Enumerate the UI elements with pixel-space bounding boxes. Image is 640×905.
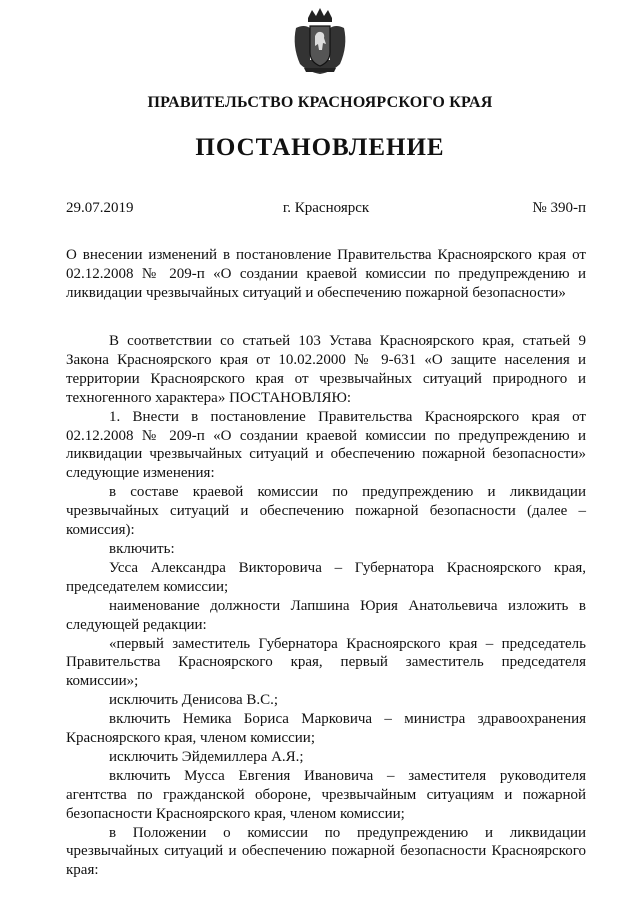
document-subject: О внесении изменений в постановление Правительства Красноярского края от 02.12.2008 № 209-п «О создании краевой комиссии по предупреждению и ликвидации чрезвычайных ситуаций и обеспечению пожарной безопасности» [66, 247, 586, 301]
paragraph: наименование должности Лапшина Юрия Анатольевича изложить в следующей редакции: [66, 597, 586, 633]
document-date: 29.07.2019 [66, 200, 134, 216]
paragraph: включить: [109, 540, 175, 557]
organization-name: ПРАВИТЕЛЬСТВО КРАСНОЯРСКОГО КРАЯ [147, 94, 493, 111]
document-city: г. Красноярск [282, 200, 370, 216]
document-body [66, 332, 586, 880]
document-type: ПОСТАНОВЛЕНИЕ [195, 134, 445, 161]
paragraph: Усса Александра Викторовича – Губернатора Красноярского края, председателем комиссии; [66, 559, 586, 595]
paragraph: в Положении о комиссии по предупреждению и ликвидации чрезвычайных ситуаций и обеспечению пожарной безопасности Красноярского края: [66, 824, 586, 879]
paragraph: в составе краевой комиссии по предупреждению и ликвидации чрезвычайных ситуаций и обеспечению пожарной безопасности (далее – комиссия): [66, 484, 586, 539]
document-number: № 390-п [532, 200, 586, 216]
paragraph-item-1: 1. Внести в постановление Правительства Красноярского края от 02.12.2008 № 209-п «О создании краевой комиссии по предупреждению и ликвидации чрезвычайных ситуаций и обеспечению пожарной безопасности» следующие изменения: [66, 408, 586, 482]
document-meta-row [66, 200, 586, 222]
paragraph: исключить Эйдемиллера А.Я.; [109, 748, 304, 765]
paragraph: включить Немика Бориса Марковича – министра здравоохранения Красноярского края, членом комиссии; [66, 711, 586, 747]
paragraph-preamble: В соответствии со статьей 103 Устава Красноярского края, статьей 9 Закона Красноярского края от 10.02.2000 № 9-631 «О защите населения и территории Красноярского края от чрезвычайных ситуаций природного и техногенного характера» ПОСТАНОВЛЯЮ: [66, 333, 586, 406]
coat-of-arms-icon [290, 6, 350, 76]
paragraph: исключить Денисова В.С.; [109, 692, 279, 709]
paragraph: включить Мусса Евгения Ивановича – заместителя руководителя агентства по гражданской обороне, чрезвычайным ситуациям и пожарной безопасности Красноярского края, членом комиссии; [66, 767, 586, 822]
paragraph: «первый заместитель Губернатора Красноярского края – председатель Правительства Красноярского края, первый заместитель председателя комиссии»; [66, 635, 586, 690]
